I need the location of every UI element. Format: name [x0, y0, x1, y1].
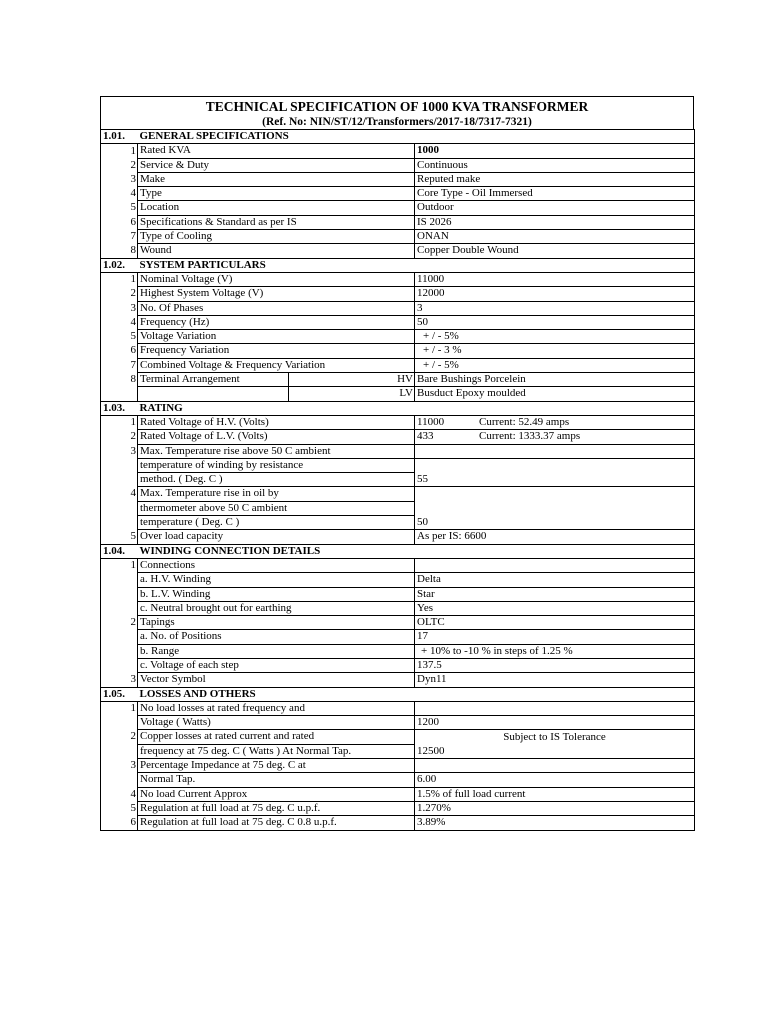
param-cell: Nominal Voltage (V) — [138, 272, 415, 286]
table-row — [101, 458, 695, 472]
table-row — [101, 530, 695, 544]
row-number: 4 — [101, 315, 138, 329]
value-cell: 1.5% of full load current — [415, 787, 695, 801]
table-row — [101, 344, 695, 358]
value-cell: + / - 3 % — [415, 344, 695, 358]
value-cell: Dyn11 — [415, 673, 695, 687]
value-cell — [415, 444, 695, 458]
row-number — [101, 644, 138, 658]
value-cell: 55 — [415, 473, 695, 487]
section-title: RATING — [138, 401, 695, 415]
table-row — [101, 487, 695, 501]
row-number: 2 — [101, 430, 138, 444]
param-cell: Type of Cooling — [138, 230, 415, 244]
param-cell: Frequency Variation — [138, 344, 415, 358]
value-cell — [415, 415, 695, 429]
row-number: 2 — [101, 616, 138, 630]
table-row — [101, 272, 695, 286]
row-number — [101, 501, 138, 515]
hv-label: HV — [289, 373, 415, 387]
table-row — [101, 516, 695, 530]
param-cell: Voltage ( Watts) — [138, 716, 415, 730]
row-number — [101, 658, 138, 672]
section-row — [101, 401, 695, 415]
row-number — [101, 773, 138, 787]
param-cell: Vector Symbol — [138, 673, 415, 687]
section-row — [101, 544, 695, 558]
table-row — [101, 373, 695, 387]
document-header — [100, 96, 694, 129]
row-number: 1 — [101, 415, 138, 429]
param-cell: method. ( Deg. C ) — [138, 473, 415, 487]
param-cell — [138, 387, 289, 401]
row-number: 6 — [101, 344, 138, 358]
value-cell — [415, 701, 695, 715]
row-number: 8 — [101, 244, 138, 258]
table-row — [101, 144, 695, 158]
value-cell: Yes — [415, 601, 695, 615]
value-cell: Star — [415, 587, 695, 601]
table-row — [101, 601, 695, 615]
section-row — [101, 130, 695, 144]
specification-document — [100, 96, 694, 831]
row-number: 4 — [101, 487, 138, 501]
param-cell: Over load capacity — [138, 530, 415, 544]
row-number: 1 — [101, 144, 138, 158]
value-cell: Bare Bushings Porcelein — [415, 373, 695, 387]
row-number: 3 — [101, 759, 138, 773]
table-row — [101, 801, 695, 815]
param-cell: Tapings — [138, 616, 415, 630]
row-number: 5 — [101, 330, 138, 344]
value-cell: + 10% to -10 % in steps of 1.25 % — [415, 644, 695, 658]
row-number: 2 — [101, 158, 138, 172]
table-row — [101, 287, 695, 301]
param-cell: Wound — [138, 244, 415, 258]
value-cell: 1200 — [415, 716, 695, 730]
table-row — [101, 315, 695, 329]
param-cell: Rated Voltage of H.V. (Volts) — [138, 415, 415, 429]
value-cell: + / - 5% — [415, 358, 695, 372]
param-cell: Max. Temperature rise in oil by — [138, 487, 415, 501]
param-cell: Terminal Arrangement — [138, 373, 289, 387]
param-cell: No load Current Approx — [138, 787, 415, 801]
section-number: 1.04. — [101, 544, 138, 558]
value-cell: 17 — [415, 630, 695, 644]
row-number: 3 — [101, 444, 138, 458]
spec-table — [100, 129, 695, 831]
row-number: 5 — [101, 801, 138, 815]
value-cell: 12000 — [415, 287, 695, 301]
row-number: 8 — [101, 373, 138, 387]
value-cell: Delta — [415, 573, 695, 587]
table-row — [101, 244, 695, 258]
param-cell: Rated KVA — [138, 144, 415, 158]
section-title: WINDING CONNECTION DETAILS — [138, 544, 695, 558]
value-cell: + / - 5% — [415, 330, 695, 344]
param-cell: Service & Duty — [138, 158, 415, 172]
table-row — [101, 587, 695, 601]
row-number — [101, 630, 138, 644]
table-row — [101, 787, 695, 801]
row-number: 7 — [101, 230, 138, 244]
param-cell: a. H.V. Winding — [138, 573, 415, 587]
section-number: 1.02. — [101, 258, 138, 272]
tolerance-note: Subject to IS Tolerance — [415, 730, 695, 744]
row-number: 7 — [101, 358, 138, 372]
table-row — [101, 430, 695, 444]
param-cell: Percentage Impedance at 75 deg. C at — [138, 759, 415, 773]
row-number — [101, 601, 138, 615]
value-cell — [415, 759, 695, 773]
row-number: 3 — [101, 172, 138, 186]
param-cell: thermometer above 50 C ambient — [138, 501, 415, 515]
param-cell: Frequency (Hz) — [138, 315, 415, 329]
section-number: 1.01. — [101, 130, 138, 144]
param-cell: Voltage Variation — [138, 330, 415, 344]
row-number — [101, 473, 138, 487]
param-cell: Rated Voltage of L.V. (Volts) — [138, 430, 415, 444]
table-row — [101, 444, 695, 458]
table-row — [101, 358, 695, 372]
table-row — [101, 759, 695, 773]
table-row — [101, 330, 695, 344]
value-cell: 6.00 — [415, 773, 695, 787]
value-cell: IS 2026 — [415, 215, 695, 229]
value-cell: Continuous — [415, 158, 695, 172]
value-text: 11000 — [417, 415, 445, 428]
row-number: 3 — [101, 673, 138, 687]
param-cell: Combined Voltage & Frequency Variation — [138, 358, 415, 372]
param-cell: Max. Temperature rise above 50 C ambient — [138, 444, 415, 458]
section-title: SYSTEM PARTICULARS — [138, 258, 695, 272]
table-row — [101, 630, 695, 644]
section-title: LOSSES AND OTHERS — [138, 687, 695, 701]
param-cell: Make — [138, 172, 415, 186]
row-number — [101, 573, 138, 587]
table-row — [101, 387, 695, 401]
table-row — [101, 616, 695, 630]
current-text: Current: 52.49 amps — [479, 415, 570, 428]
table-row — [101, 230, 695, 244]
table-row — [101, 172, 695, 186]
param-cell: Regulation at full load at 75 deg. C 0.8 u.p.f. — [138, 816, 415, 830]
row-number: 5 — [101, 530, 138, 544]
table-row — [101, 473, 695, 487]
value-cell: 3 — [415, 301, 695, 315]
param-cell: a. No. of Positions — [138, 630, 415, 644]
value-cell: 12500 — [415, 744, 695, 758]
value-cell: 11000 — [415, 272, 695, 286]
row-number: 5 — [101, 201, 138, 215]
row-number: 4 — [101, 187, 138, 201]
row-number: 4 — [101, 787, 138, 801]
value-cell: OLTC — [415, 616, 695, 630]
section-row — [101, 687, 695, 701]
row-number — [101, 716, 138, 730]
value-cell: Reputed make — [415, 172, 695, 186]
param-cell: Copper losses at rated current and rated — [138, 730, 415, 744]
value-cell: 50 — [415, 315, 695, 329]
row-number — [101, 387, 138, 401]
section-row — [101, 258, 695, 272]
section-title: GENERAL SPECIFICATIONS — [138, 130, 695, 144]
table-row — [101, 501, 695, 515]
param-cell: c. Voltage of each step — [138, 658, 415, 672]
param-cell: c. Neutral brought out for earthing — [138, 601, 415, 615]
table-row — [101, 558, 695, 572]
document-reference: (Ref. No: NIN/ST/12/Transformers/2017-18/7317-7321) — [262, 116, 532, 128]
value-cell: 1.270% — [415, 801, 695, 815]
param-cell: Normal Tap. — [138, 773, 415, 787]
row-number: 2 — [101, 730, 138, 744]
lv-label: LV — [289, 387, 415, 401]
table-row — [101, 158, 695, 172]
row-number — [101, 458, 138, 472]
row-number — [101, 516, 138, 530]
param-cell: No. Of Phases — [138, 301, 415, 315]
table-row — [101, 415, 695, 429]
param-cell: No load losses at rated frequency and — [138, 701, 415, 715]
value-cell — [415, 430, 695, 444]
section-number: 1.03. — [101, 401, 138, 415]
value-cell: 1000 — [415, 144, 695, 158]
row-number — [101, 587, 138, 601]
value-cell: Outdoor — [415, 201, 695, 215]
table-row — [101, 773, 695, 787]
table-row — [101, 716, 695, 730]
param-cell: Type — [138, 187, 415, 201]
table-row — [101, 701, 695, 715]
param-cell: temperature of winding by resistance — [138, 458, 415, 472]
value-cell: Busduct Epoxy moulded — [415, 387, 695, 401]
param-cell: frequency at 75 deg. C ( Watts ) At Normal Tap. — [138, 744, 415, 758]
value-cell: 137.5 — [415, 658, 695, 672]
table-row — [101, 644, 695, 658]
value-cell — [415, 558, 695, 572]
table-row — [101, 301, 695, 315]
row-number: 1 — [101, 272, 138, 286]
value-cell — [415, 458, 695, 472]
value-text: 433 — [417, 430, 434, 443]
row-number: 3 — [101, 301, 138, 315]
value-cell: 3.89% — [415, 816, 695, 830]
param-cell: Specifications & Standard as per IS — [138, 215, 415, 229]
param-cell: b. L.V. Winding — [138, 587, 415, 601]
row-number: 1 — [101, 558, 138, 572]
value-cell — [415, 501, 695, 515]
row-number: 6 — [101, 215, 138, 229]
value-cell — [415, 487, 695, 501]
table-row — [101, 187, 695, 201]
param-cell: Regulation at full load at 75 deg. C u.p.f. — [138, 801, 415, 815]
table-row — [101, 658, 695, 672]
row-number: 2 — [101, 287, 138, 301]
param-cell: b. Range — [138, 644, 415, 658]
table-row — [101, 215, 695, 229]
table-row — [101, 573, 695, 587]
table-row — [101, 673, 695, 687]
current-text: Current: 1333.37 amps — [479, 430, 581, 443]
table-row — [101, 816, 695, 830]
row-number: 6 — [101, 816, 138, 830]
param-cell: Location — [138, 201, 415, 215]
document-title: TECHNICAL SPECIFICATION OF 1000 KVA TRANSFORMER — [205, 99, 589, 114]
table-row — [101, 730, 695, 744]
value-cell: Copper Double Wound — [415, 244, 695, 258]
row-number: 1 — [101, 701, 138, 715]
row-number — [101, 744, 138, 758]
section-number: 1.05. — [101, 687, 138, 701]
param-cell: temperature ( Deg. C ) — [138, 516, 415, 530]
param-cell: Highest System Voltage (V) — [138, 287, 415, 301]
value-cell: 50 — [415, 516, 695, 530]
value-cell: As per IS: 6600 — [415, 530, 695, 544]
table-row — [101, 744, 695, 758]
value-cell: ONAN — [415, 230, 695, 244]
param-cell: Connections — [138, 558, 415, 572]
table-row — [101, 201, 695, 215]
value-cell: Core Type - Oil Immersed — [415, 187, 695, 201]
